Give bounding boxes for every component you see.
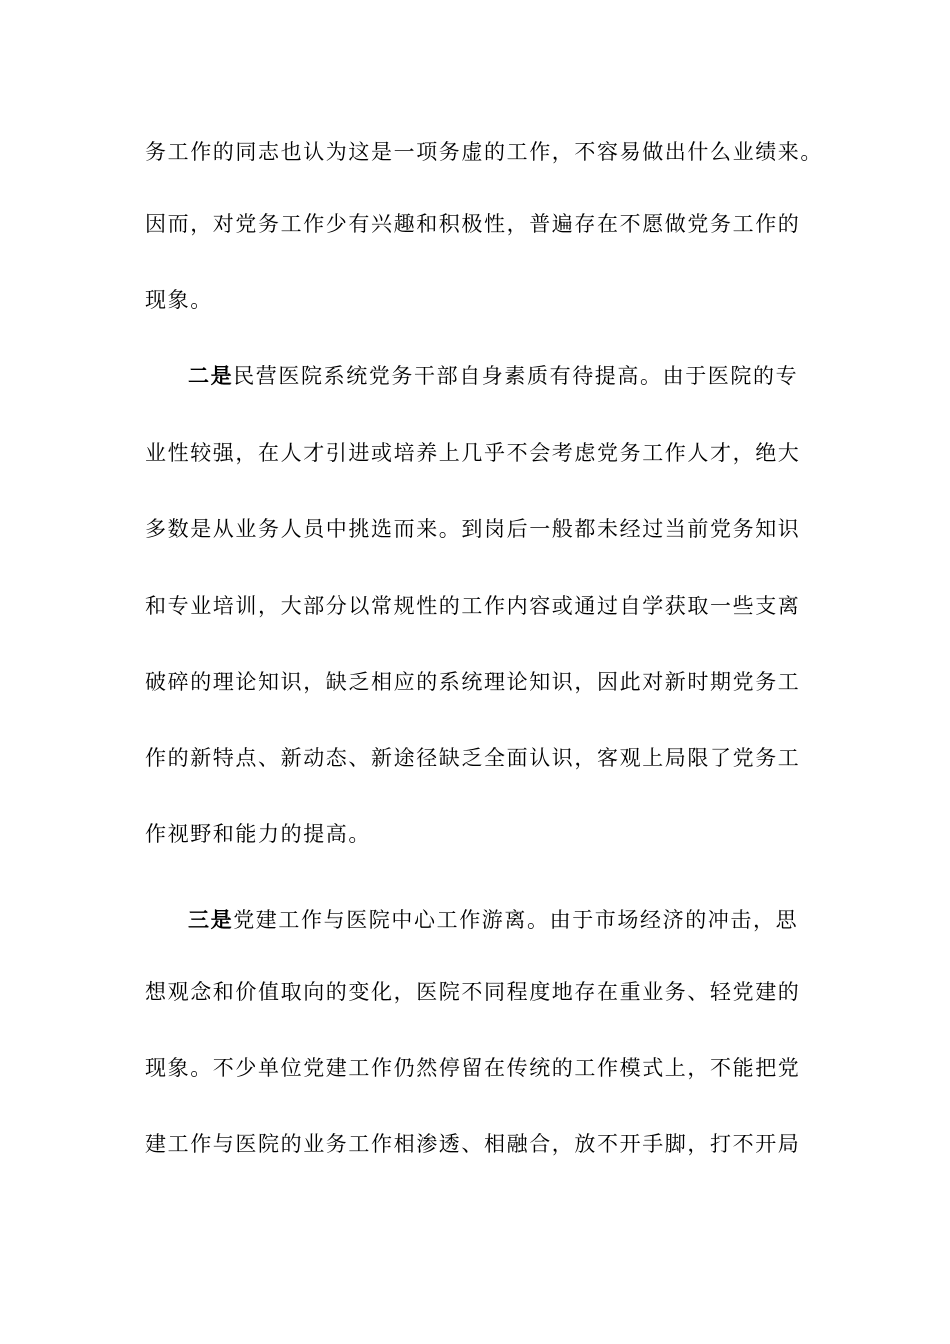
paragraph-1-line-2: 因而，对党务工作少有兴趣和积极性，普遍存在不愿做党务工作的 <box>145 212 801 236</box>
paragraph-3-line-4: 建工作与医院的业务工作相渗透、相融合，放不开手脚，打不开局 <box>145 1132 801 1156</box>
paragraph-2-line-2: 业性较强，在人才引进或培养上几乎不会考虑党务工作人才，绝大 <box>145 441 801 465</box>
paragraph-3-line-1 <box>188 906 868 934</box>
paragraph-1-line-1: 务工作的同志也认为这是一项务虚的工作，不容易做出什么业绩来。 <box>145 140 823 164</box>
paragraph-1-line-3: 现象。 <box>145 288 213 312</box>
paragraph-2-first-line-text: 民营医院系统党务干部自身素质有待提高。由于医院的专 <box>233 364 799 388</box>
paragraph-2-lead: 二是 <box>188 363 234 388</box>
paragraph-3-first-line-text: 党建工作与医院中心工作游离。由于市场经济的冲击，思 <box>233 908 799 932</box>
paragraph-3-line-2: 想观念和价值取向的变化，医院不同程度地存在重业务、轻党建的 <box>145 980 801 1004</box>
paragraph-2-line-6: 作的新特点、新动态、新途径缺乏全面认识，客观上局限了党务工 <box>145 746 801 770</box>
paragraph-2-line-1 <box>188 362 868 390</box>
paragraph-2-line-4: 和专业培训，大部分以常规性的工作内容或通过自学获取一些支离 <box>145 594 801 618</box>
paragraph-2-line-3: 多数是从业务人员中挑选而来。到岗后一般都未经过当前党务知识 <box>145 517 801 541</box>
paragraph-2-line-7: 作视野和能力的提高。 <box>145 822 371 846</box>
paragraph-3-line-3: 现象。不少单位党建工作仍然停留在传统的工作模式上，不能把党 <box>145 1056 801 1080</box>
paragraph-3-lead: 三是 <box>188 907 234 932</box>
paragraph-2-line-5: 破碎的理论知识，缺乏相应的系统理论知识，因此对新时期党务工 <box>145 670 801 694</box>
